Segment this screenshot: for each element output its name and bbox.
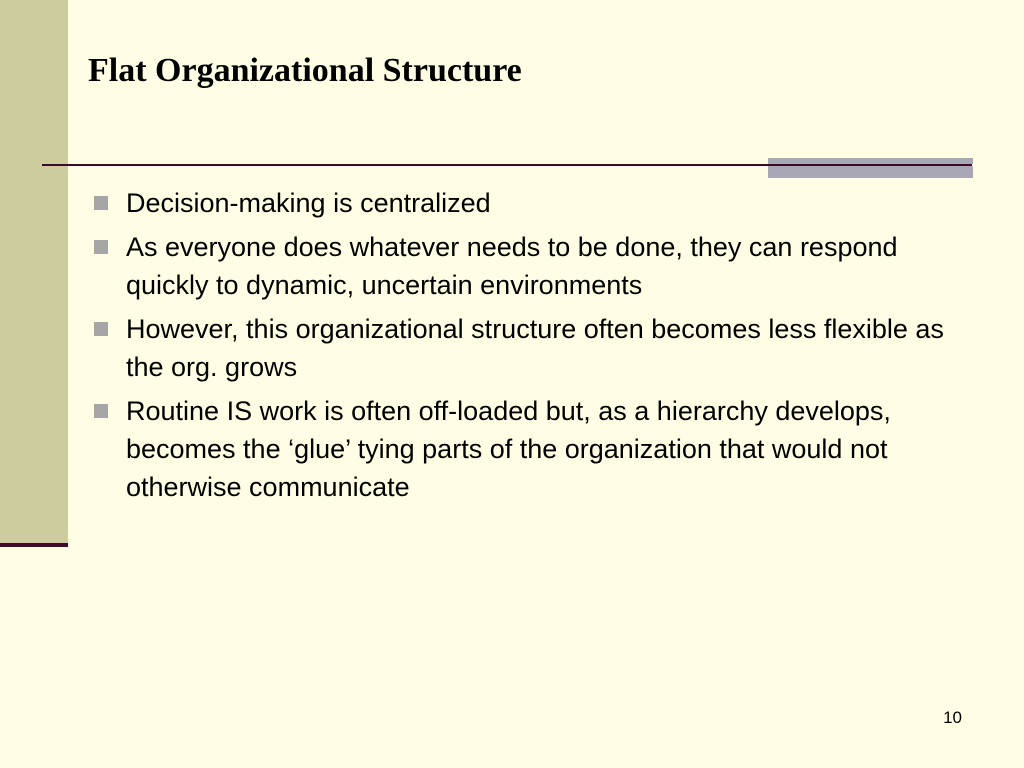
accent-bar-bottom bbox=[768, 166, 973, 178]
bullet-list bbox=[88, 184, 948, 512]
square-bullet-icon bbox=[94, 404, 108, 418]
bullet-text: Routine IS work is often off-loaded but, as a hierarchy develops, becomes the ‘glue’ tying parts of the organization that would not otherwise communicate bbox=[126, 396, 891, 502]
square-bullet-icon bbox=[94, 240, 108, 254]
bullet-text: As everyone does whatever needs to be done, they can respond quickly to dynamic, uncertain environments bbox=[126, 232, 898, 300]
bullet-item bbox=[88, 184, 948, 222]
bullet-item bbox=[88, 228, 948, 304]
square-bullet-icon bbox=[94, 322, 108, 336]
page-number: 10 bbox=[943, 708, 962, 727]
bullet-item bbox=[88, 392, 948, 506]
left-decorative-band bbox=[0, 0, 68, 545]
accent-bar-top bbox=[768, 158, 973, 164]
square-bullet-icon bbox=[94, 196, 108, 210]
slide-title: Flat Organizational Structure bbox=[88, 52, 522, 89]
bullet-text: Decision-making is centralized bbox=[126, 188, 491, 218]
left-band-rule bbox=[0, 543, 68, 547]
bullet-text: However, this organizational structure often becomes less flexible as the org. grows bbox=[126, 314, 944, 382]
bullet-item bbox=[88, 310, 948, 386]
